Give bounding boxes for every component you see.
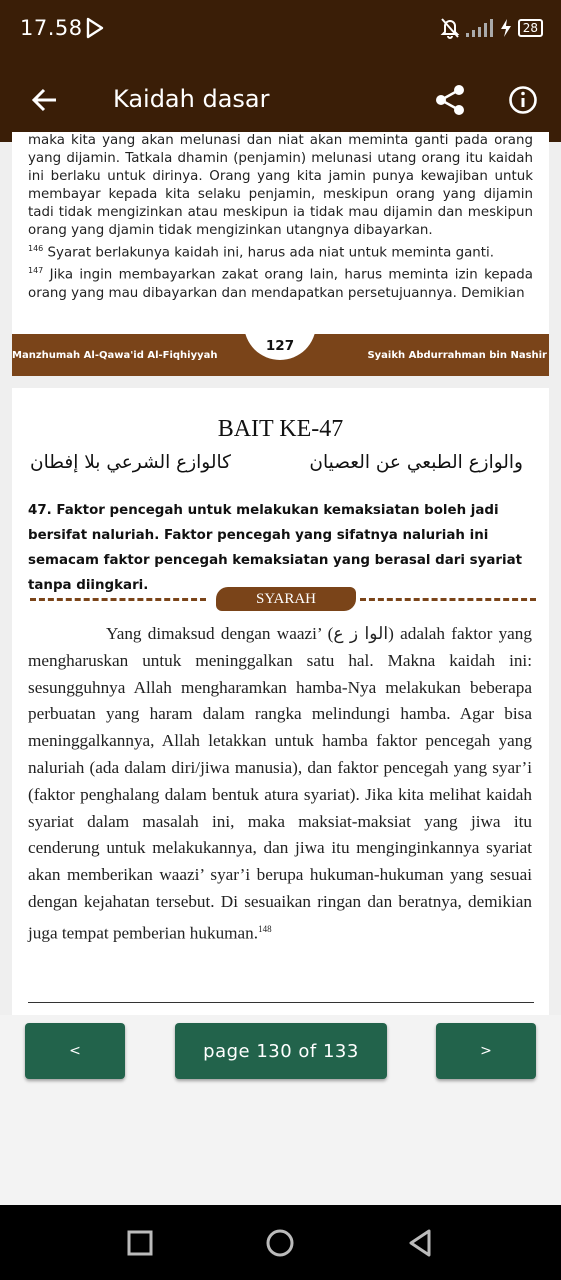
back-triangle-icon[interactable] (404, 1227, 436, 1259)
footer-author: Syaikh Abdurrahman bin Nashir (367, 350, 547, 361)
page-footer (12, 334, 549, 376)
footer-book-title: Manzhumah Al-Qawa'id Al-Fiqhiyyah (12, 350, 218, 361)
current-page (12, 388, 549, 1028)
page-number: 127 (265, 338, 295, 354)
back-arrow-icon[interactable] (30, 85, 60, 115)
footnote-reference: 148 (258, 923, 272, 934)
arabic-verse-second: كالوازع الشرعي بلا إفطان (30, 452, 231, 473)
play-icon (85, 17, 105, 39)
share-icon[interactable] (434, 84, 466, 116)
footnote-separator (28, 1002, 534, 1003)
battery-icon: 28 (518, 19, 543, 37)
page-indicator-button[interactable]: page 130 of 133 (175, 1023, 387, 1079)
footnote (12, 262, 549, 302)
book-reader[interactable] (0, 133, 561, 1015)
divider-line (360, 598, 536, 601)
system-navigation-bar (0, 1205, 561, 1280)
syarah-divider (30, 587, 536, 611)
page-number-badge (244, 316, 316, 360)
syarah-label: SYARAH (216, 587, 356, 611)
recents-square-icon[interactable] (124, 1227, 156, 1259)
previous-page-button[interactable]: < (25, 1023, 125, 1079)
footnote-number: 147 (28, 266, 44, 276)
syarah-paragraph (28, 621, 532, 947)
previous-paragraph: maka kita yang akan melunasi dan niat akan meminta ganti pada orang yang dijamin. Tatkala dhamin (penjamin) melunasi utang orang itu kaidah ini berlaku untuk dirinya. Orang yang kita jamin punya kewajiban untuk membayar kepada kita selaku penjamin, meskipun orang yang dijamin tadi tidak mengizinkan atau meskipun ia tidak mau dijamin dan meskipun orang yang djamin tidak mengizinkan utangnya dibayarkan. (28, 133, 533, 238)
charging-icon (500, 19, 512, 37)
matan-translation: 47. Faktor pencegah untuk melakukan kemaksiatan boleh jadi bersifat naluriah. Faktor pencegah yang sifatnya naluriah ini semacam faktor pencegah kemaksiatan yang berasal dari syariat tanpa diingkari. (28, 503, 523, 593)
footnote-number: 146 (28, 244, 44, 253)
home-circle-icon[interactable] (264, 1227, 296, 1259)
footnote-text: Jika ingin membayarkan zakat orang lain, harus meminta izin kepada orang yang mau dibayarkan dan mendapatkan persetujuannya. Demikian (28, 267, 533, 301)
next-page-button[interactable]: > (436, 1023, 536, 1079)
footnote (12, 240, 549, 262)
bell-off-icon (440, 17, 460, 39)
app-bar (0, 57, 561, 142)
bait-title: BAIT KE-47 (217, 416, 344, 442)
status-time: 17.58 (20, 16, 83, 40)
app-title: Kaidah dasar (113, 85, 270, 113)
syarah-body: Yang dimaksud dengan waazi’ (الوا ز ع) adalah faktor yang mengharuskan untuk meninggalkan satu hal. Makna kaidah ini: sesungguhnya Allah mengharamkan hamba-Nya melakukan beberapa perbuatan yang haram dalam rangka melindungi hamba. Agar bisa meninggalkannya, Allah letakkan untuk hamba faktor pencegah yang naluriah (ada dalam diri/jiwa manusia), dan faktor pencegah yang syar’i (faktor penghalang dalam bentuk atura syariat). Jika kita melihat kaidah syariat dalam masalah ini, maka maksiat-maksiat yang jiwa itu cenderung untuk melakukannya, dan jiwa itu menginginkannya syariat akan memberikan waazi’ syar’i berupa hukuman-hukuman yang sesuai dengan kejahatan tersebut. Di sesuaikan ringan dan beratnya, demikian juga tempat pemberian hukuman. (28, 624, 532, 943)
divider-line (30, 598, 206, 601)
info-icon[interactable] (508, 85, 538, 115)
signal-icon (466, 19, 494, 37)
footnote-text: Syarat berlakunya kaidah ini, harus ada niat untuk meminta ganti. (43, 245, 494, 261)
status-bar (0, 0, 561, 57)
arabic-verse-first: والوازع الطبعي عن العصيان (309, 452, 523, 473)
page-navigation (0, 1015, 561, 1205)
status-icons (440, 17, 543, 39)
